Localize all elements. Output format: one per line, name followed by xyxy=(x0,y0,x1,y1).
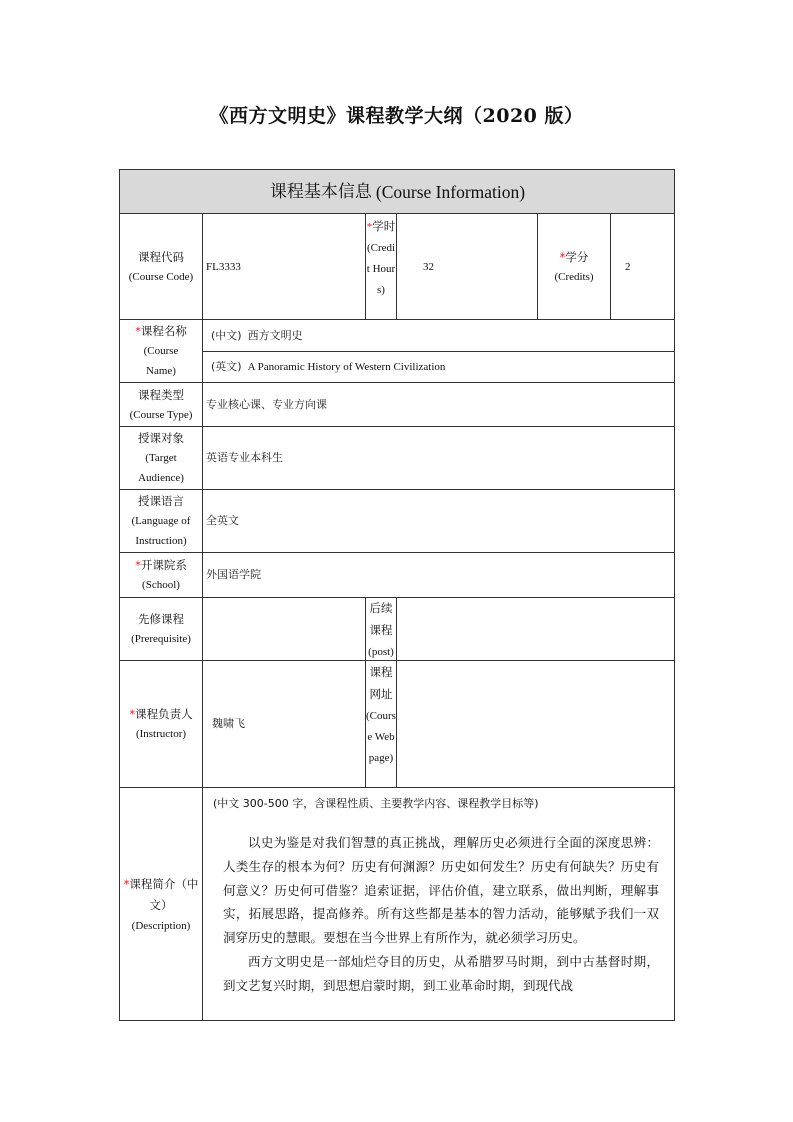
course-name-label-en-1: (Course xyxy=(143,345,179,357)
target-audience-value: 英语专业本科生 xyxy=(202,426,675,489)
credits-label-cn: 学分 xyxy=(565,249,589,264)
school-required-mark: * xyxy=(135,558,141,572)
language-value: 全英文 xyxy=(202,489,675,552)
course-name-en-value: A Panoramic History of Western Civilization xyxy=(247,361,446,373)
prerequisite-label-cn: 先修课程 xyxy=(138,612,184,626)
prerequisite-label-en: (Prerequisite) xyxy=(131,633,191,645)
description-note: (中文 300-500 字，含课程性质、主要教学内容、课程教学目标等) xyxy=(213,797,539,810)
credit-hours-label-en: (Credit Hours) xyxy=(366,242,396,296)
post-course-label-cn: 后续课程 xyxy=(369,601,393,637)
course-name-label-cn: 课程名称 xyxy=(140,324,187,338)
webpage-label-en: (Course Webpage) xyxy=(366,710,396,764)
instructor-label-en: (Instructor) xyxy=(135,728,187,740)
target-audience-label-cn: 授课对象 xyxy=(138,431,184,445)
school-label-en: (School) xyxy=(142,579,180,591)
course-type-value: 专业核心课、专业方向课 xyxy=(202,382,675,426)
language-label-en-2: Instruction) xyxy=(135,535,187,547)
target-audience-label-en-1: (Target xyxy=(145,452,177,464)
course-name-cn-prefix: (中文) xyxy=(211,328,242,342)
instructor-label-cn: 课程负责人 xyxy=(135,707,193,721)
credit-hours-value-text: 32 xyxy=(423,260,434,273)
post-course-label-en: (post) xyxy=(368,646,394,658)
school-value: 外国语学院 xyxy=(202,552,675,597)
webpage-label-cn: 课程网址 xyxy=(369,665,393,701)
header-title-cn: 课程基本信息 xyxy=(269,181,372,202)
credits-value-text: 2 xyxy=(625,260,631,273)
document-title: 《西方文明史》课程教学大纲（2020 版） xyxy=(209,105,584,127)
course-code-value: FL3333 xyxy=(202,213,365,319)
credit-hours-label-cn: 学时 xyxy=(372,219,396,233)
course-type-label-cn: 课程类型 xyxy=(138,387,184,402)
course-code-label-en: (Course Code) xyxy=(128,270,194,283)
language-label-en-1: (Language of xyxy=(131,515,191,527)
credits-required-mark: * xyxy=(559,249,566,264)
course-name-required-mark: * xyxy=(135,324,141,338)
course-name-cn-value: 西方文明史 xyxy=(247,328,303,342)
description-label-en: (Description) xyxy=(131,919,191,932)
course-info-table xyxy=(119,169,675,1021)
credit-hours-required-mark: * xyxy=(366,221,373,233)
instructor-required-mark: * xyxy=(129,707,136,721)
description-label-cn: 课程简介（中文） xyxy=(129,876,199,912)
description-paragraph: 西方文明史是一部灿烂夺目的历史，从希腊罗马时期，到中古基督时期，到文艺复兴时期，到思想启蒙时期，到工业革命时期，到现代战 xyxy=(223,953,659,993)
course-name-label-en-2: Name) xyxy=(146,365,176,377)
instructor-name: 魏啸飞 xyxy=(212,717,245,730)
course-type-label-en: (Course Type) xyxy=(129,408,193,421)
table-border xyxy=(119,169,675,1021)
target-audience-label-en-2: Audience) xyxy=(138,472,184,484)
language-label-cn: 授课语言 xyxy=(138,494,184,508)
description-paragraph: 以史为鉴是对我们智慧的真正挑战，理解历史必须进行全面的深度思辨：人类生存的根本为何？历史有何渊源？历史如何发生？历史有何缺失？历史有何意义？历史何可借鉴？追索证据，评估价值，建立联系，做出判断，理解事实，拓展思路，提高修养。所有这些都是基本的智力活动，能够赋予我们一双洞穿历史的慧眼。要想在当今世界上有所作为，就必须学习历史。 xyxy=(223,835,659,946)
course-name-en-prefix: (英文) xyxy=(211,360,242,373)
credits-label-en: (Credits) xyxy=(554,270,594,283)
description-required-mark: * xyxy=(123,876,130,891)
course-code-label-cn: 课程代码 xyxy=(138,249,184,264)
header-title-en: (Course Information) xyxy=(375,181,526,202)
school-label-cn: 开课院系 xyxy=(140,558,187,572)
